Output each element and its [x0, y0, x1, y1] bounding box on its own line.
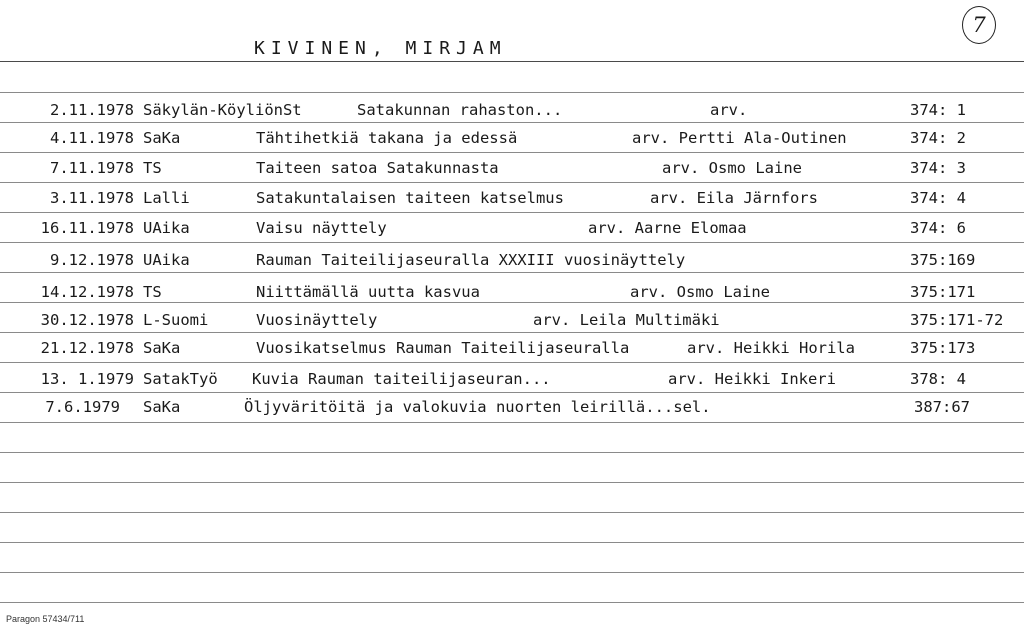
entry-source: SaKa: [143, 339, 181, 357]
entry-date: 4.11.1978: [50, 129, 134, 147]
entry-title: Tähtihetkiä takana ja edessä: [256, 129, 518, 147]
ruled-line: [0, 542, 1024, 543]
entry-source: Lalli: [143, 189, 190, 207]
entry-source: SaKa: [143, 129, 181, 147]
entry-source: L-Suomi: [143, 311, 209, 329]
entry-row: [0, 311, 1024, 335]
entry-ref: 375:171: [910, 283, 976, 301]
entry-date: 14.12.1978: [40, 283, 134, 301]
entry-title: Taiteen satoa Satakunnasta: [256, 159, 499, 177]
entry-title: Kuvia Rauman taiteilijaseuran...: [252, 370, 551, 388]
ruled-line: [0, 452, 1024, 453]
entry-date: 21.12.1978: [40, 339, 134, 357]
entry-ref: 374: 6: [910, 219, 966, 237]
entry-row: [0, 219, 1024, 243]
entry-date: 16.11.1978: [40, 219, 134, 237]
entry-date: 9.12.1978: [50, 251, 134, 269]
entry-title: Rauman Taiteilijaseuralla XXXIII vuosinäyttely: [256, 251, 686, 269]
entry-ref: 375:169: [910, 251, 976, 269]
entry-title: Vaisu näyttely: [256, 219, 387, 237]
ruled-line: [0, 512, 1024, 513]
entry-ref: 387:67: [914, 398, 970, 416]
entry-reviewer: arv. Osmo Laine: [630, 283, 770, 301]
card-title: KIVINEN, MIRJAM: [254, 38, 507, 59]
ruled-line: [0, 572, 1024, 573]
entry-ref: 374: 2: [910, 129, 966, 147]
entry-reviewer: arv. Pertti Ala-Outinen: [632, 129, 847, 147]
entry-row: [0, 251, 1024, 275]
entry-title: Öljyväritöitä ja valokuvia nuorten leirillä...sel.: [244, 398, 711, 416]
entry-ref: 375:171-72: [910, 311, 1004, 329]
entry-ref: 374: 1: [910, 101, 966, 119]
entry-title: Vuosinäyttely: [256, 311, 378, 329]
card-footer: Paragon 57434/711: [6, 614, 85, 624]
entry-date: 7.6.1979: [45, 398, 120, 416]
entry-ref: 374: 3: [910, 159, 966, 177]
entry-title: Vuosikatselmus Rauman Taiteilijaseuralla: [256, 339, 630, 357]
entry-reviewer: arv. Heikki Horila: [687, 339, 855, 357]
entry-reviewer: arv.: [710, 101, 748, 119]
entry-source: TS: [143, 283, 162, 301]
entry-row: [0, 339, 1024, 363]
entry-reviewer: arv. Aarne Elomaa: [588, 219, 747, 237]
entry-row: [0, 159, 1024, 183]
entry-source: UAika: [143, 219, 190, 237]
entry-date: 13. 1.1979: [40, 370, 134, 388]
ruled-line: [0, 422, 1024, 423]
entry-source: SaKa: [143, 398, 181, 416]
entry-date: 3.11.1978: [50, 189, 134, 207]
entry-source: SatakTyö: [143, 370, 218, 388]
entry-ref: 378: 4: [910, 370, 966, 388]
ruled-line: [0, 92, 1024, 93]
page-number: 7: [962, 6, 996, 44]
entry-reviewer: arv. Eila Järnfors: [650, 189, 818, 207]
entry-title: Satakunnan rahaston...: [357, 101, 563, 119]
entry-row: [0, 129, 1024, 153]
ruled-line: [0, 602, 1024, 603]
entry-source: TS: [143, 159, 162, 177]
entry-title: Satakuntalaisen taiteen katselmus: [256, 189, 564, 207]
entry-row: [0, 283, 1024, 307]
entry-date: 7.11.1978: [50, 159, 134, 177]
entry-ref: 374: 4: [910, 189, 966, 207]
entry-reviewer: arv. Heikki Inkeri: [668, 370, 836, 388]
entry-date: 2.11.1978: [50, 101, 134, 119]
entry-date: 30.12.1978: [40, 311, 134, 329]
ruled-line: [0, 482, 1024, 483]
entry-row: [0, 370, 1024, 394]
entry-title: Niittämällä uutta kasvua: [256, 283, 480, 301]
header-rule: [0, 61, 1024, 62]
entry-reviewer: arv. Leila Multimäki: [533, 311, 720, 329]
entry-row: [0, 101, 1024, 125]
entry-source: Säkylän-KöyliönSt: [143, 101, 302, 119]
entry-ref: 375:173: [910, 339, 976, 357]
entry-source: UAika: [143, 251, 190, 269]
entry-row: [0, 398, 1024, 422]
entry-row: [0, 189, 1024, 213]
entry-reviewer: arv. Osmo Laine: [662, 159, 802, 177]
